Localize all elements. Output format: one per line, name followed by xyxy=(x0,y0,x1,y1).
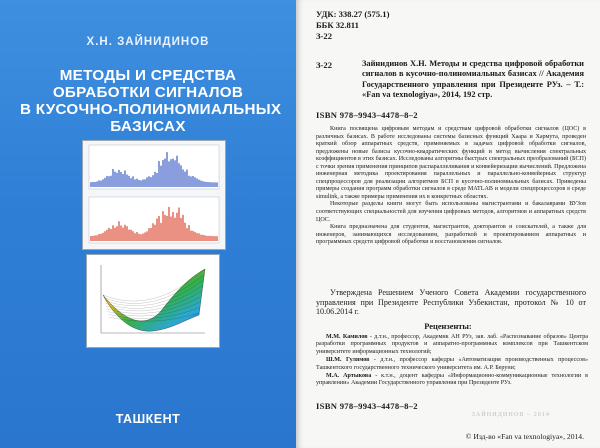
publisher-copyright: © Изд-во «Fan va texnologiya», 2014. xyxy=(465,432,584,441)
bbk-code: ББК 32.811 xyxy=(316,20,359,30)
signal-plot-svg xyxy=(83,141,225,249)
cover-title xyxy=(20,67,282,135)
catalog-page xyxy=(296,0,600,448)
reviewer-details: - к.т.н., доцент кафедры «Информационно-коммуникационные технологии в управлении» Академии Государственного управления при Президенте РУз. xyxy=(316,373,588,387)
reviewer-item xyxy=(316,357,588,372)
reviewer-name: Ш.М. Гулямов xyxy=(326,357,370,364)
abstract-paragraph: Книга посвящена цифровым методам и средствам цифровой обработки сигналов (ЦОС) в различных базисах. В работе исследованы системы базисных функций Хаара и Хармута, проведен краткий обзор аппаратных средств, применяемых в задачах цифровой обработки сигналов, предложены новые базисы кусочно-квадратических функций и метод вычисления спектральных коэффициентов в этих базисах. Исследованы алгоритмы быстрых спектральных преобразований (БСП) с точки зрения применения принципов распараллеливания и конвейеризации вычислений. Предложена инженерная методика проектирования параллельных и параллельно-конвейерных структур спецпроцессоров для реализации алгоритмов БСП в кусочно-полиномиальных базисах. Приведены примеры создания программ обработки сигналов в среде MATLAB и модели спецпроцессоров в среде simulink, а также примеры применения их в конкретных областях. xyxy=(316,126,586,200)
approval-statement: Утверждена Решением Ученого Совета Академии государственного управления при Президенте Республики Узбекистан, протокол № 10 от 10.06.2014 г. xyxy=(316,288,586,317)
reviewer-name: М.М. Камилов xyxy=(326,334,368,340)
reviewer-item xyxy=(316,334,588,356)
reviewer-details: - д.т.н., профессор кафедры «Автоматизация производственных процессов» Ташкентского государственного технического университета им. А.Р. Беруни; xyxy=(316,357,588,371)
classification-codes xyxy=(316,9,389,42)
cover-title-line: В КУСОЧНО-ПОЛИНОМИАЛЬНЫХ xyxy=(20,101,282,118)
cover-title-line: МЕТОДЫ И СРЕДСТВА xyxy=(59,67,237,84)
cover-title-line: БАЗИСАХ xyxy=(110,118,186,135)
abstract-paragraph: Книга предназначена для студентов, магистрантов, докторантов и соискателей, а также для инженеров, занимающихся исследованием, разработкой и проектированием аппаратных и программных средств цифровой обработки и восстановления сигналов. xyxy=(316,224,586,246)
cover-city: ТАШКЕНТ xyxy=(115,412,181,426)
isbn-bottom: ISBN 978–9943–4478–8–2 xyxy=(316,401,418,411)
author-sign-entry: З-22 xyxy=(316,60,332,70)
surface-figure xyxy=(86,254,220,348)
reviewer-details: - д.т.н., профессор, Академик АН РУз, зав. лаб. «Распознавание образов» Центра разработки программных продуктов и аппаратно-программных комплексов при Ташкентском университете информационных технологий; xyxy=(316,334,588,355)
reviewers-list xyxy=(316,334,588,389)
cover-title-line: ОБРАБОТКИ СИГНАЛОВ xyxy=(52,84,244,101)
reviewers-heading: Рецензенты: xyxy=(424,322,472,331)
surface-plot-svg xyxy=(87,255,219,347)
reviewer-item xyxy=(316,373,588,388)
book-cover xyxy=(0,0,296,448)
bleed-through-text: ЗАЙНИДИНОВ – 2014 xyxy=(471,411,550,418)
author-sign-top: З-22 xyxy=(316,31,332,41)
udk-code: УДК: 338.27 (575.1) xyxy=(316,9,390,19)
signal-spectrum-figure xyxy=(82,140,226,250)
book-abstract xyxy=(316,126,586,247)
bibliographic-entry: Зайнидинов Х.Н. Методы и средства цифровой обработки сигналов в кусочно-полиномиальных базисах // Академия Государственного управления при Президенте РУз. – Т.: «Fan va texnologiya», 2014, 192 стр. xyxy=(362,59,584,100)
reviewer-name: М.А. Артыкова xyxy=(326,373,372,380)
abstract-paragraph: Некоторые разделы книги могут быть использованы магистрантами и бакалаврами ВУЗов соответствующих специальностей для изучения цифровых методов, алгоритмов и аппаратных средств ЦОС. xyxy=(316,201,586,223)
isbn-top: ISBN 978–9943–4478–8–2 xyxy=(316,110,418,120)
cover-author: Х.Н. ЗАЙНИДИНОВ xyxy=(86,36,210,48)
surface-shape xyxy=(103,269,205,331)
